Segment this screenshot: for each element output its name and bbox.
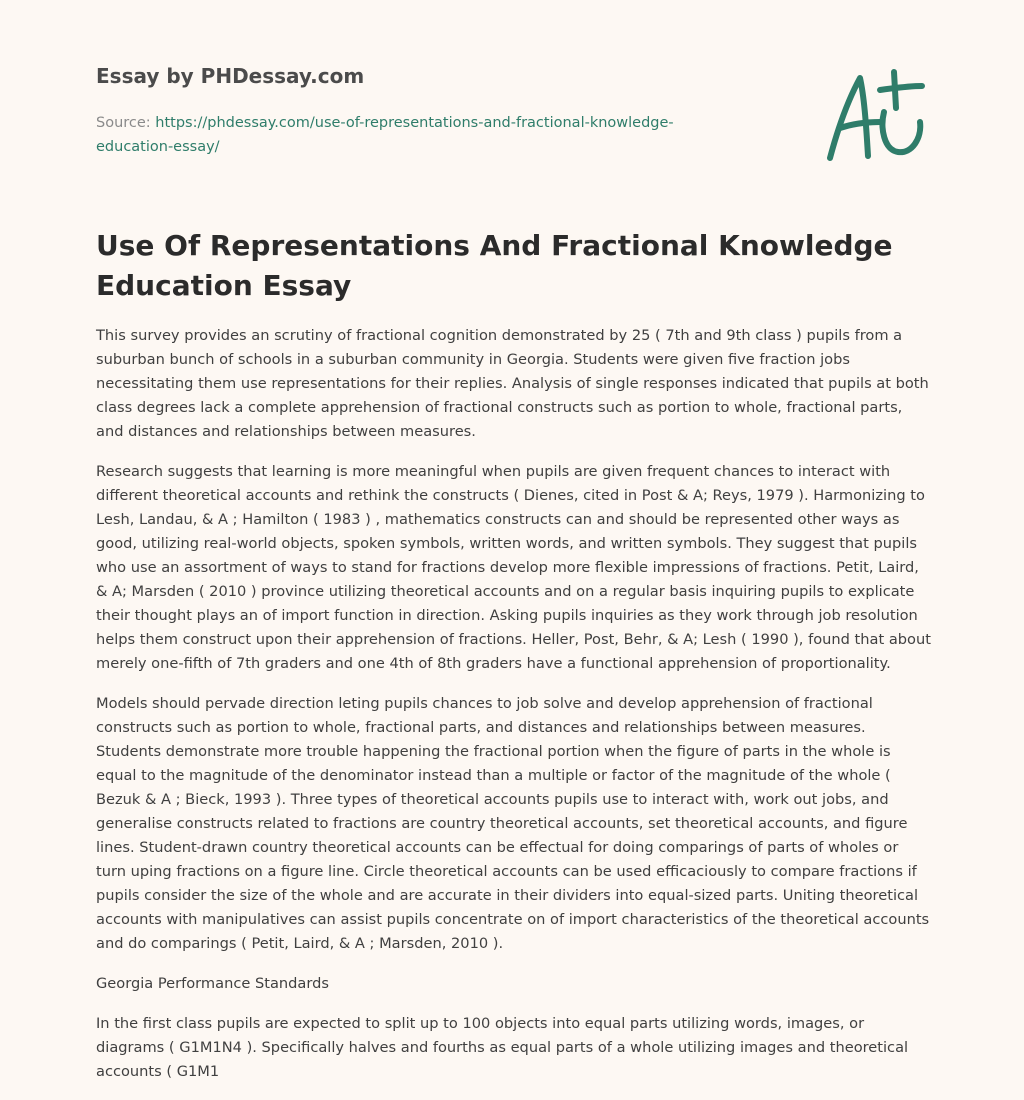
- a-plus-logo-icon: [822, 66, 932, 166]
- essay-paragraph: This survey provides an scrutiny of fractional cognition demonstrated by 25 ( 7th and 9th class ) pupils from a suburban bunch of schools in a suburban community in Georgia. Students were given five fraction jobs necessitating them use representations for their replies. Analysis of single responses indicated that pupils at both class degrees lack a complete apprehension of fractional constructs such as portion to whole, fractional parts, and distances and relationships between measures.: [96, 327, 929, 440]
- essay-paragraph: Research suggests that learning is more meaningful when pupils are given frequent chances to interact with different theoretical accounts and rethink the constructs ( Dienes, cited in Post & A; Reys, 1979 ). Harmonizing to Lesh, Landau, & A ; Hamilton ( 1983 ) , mathematics constructs can and should be represented other ways as good, utilizing real-world objects, spoken symbols, written words, and written symbols. They suggest that pupils who use an assortment of ways to stand for fractions develop more flexible impressions of fractions. Petit, Laird, & A; Marsden ( 2010 ) province utilizing theoretical accounts and on a regular basis inquiring pupils to explicate their thought plays an of import function in direction. Asking pupils inquiries as they work through job resolution helps them construct upon their apprehension of fractions. Heller, Post, Behr, & A; Lesh ( 1990 ), found that about merely one-fifth of 7th graders and one 4th of 8th graders have a functional apprehension of proportionality.: [96, 463, 931, 672]
- source-label: Source:: [96, 115, 156, 131]
- essay-paragraph: Models should pervade direction leting pupils chances to job solve and develop apprehension of fractional constructs such as portion to whole, fractional parts, and distances and relationships between measures. Students demonstrate more trouble happening the fractional portion when the figure of parts in the whole is equal to the magnitude of the denominator instead than a multiple or factor of the magnitude of the whole ( Bezuk & A ; Bieck, 1993 ). Three types of theoretical accounts pupils use to interact with, work out jobs, and generalise constructs related to fractions are country theoretical accounts, set theoretical accounts, and figure lines. Student-drawn country theoretical accounts can be effectual for doing comparings of parts of wholes or turn uping fractions on a figure line. Circle theoretical accounts can be used efficaciously to compare fractions if pupils consider the size of the whole and are accurate in their dividers into equal-sized parts. Uniting theoretical accounts with manipulatives can assist pupils concentrate on of import characteristics of the theoretical accounts and do comparings ( Petit, Laird, & A ; Marsden, 2010 ).: [96, 695, 930, 952]
- section-heading: Georgia Performance Standards: [96, 975, 329, 992]
- essay-title: Use Of Representations And Fractional Knowledge Education Essay: [96, 229, 893, 302]
- essay-paragraph: In the first class pupils are expected to split up to 100 objects into equal parts utilizing words, images, or diagrams ( G1M1N4 ). Specifically halves and fourths as equal parts of a whole utilizing images and theoretical accounts ( G1M1: [96, 1015, 909, 1080]
- essay-body: [96, 324, 932, 1100]
- source-link[interactable]: https://phdessay.com/use-of-representations-and-fractional-knowledge-education-essay/: [96, 115, 674, 155]
- source-line: [96, 111, 716, 159]
- site-title: Essay by PHDessay.com: [96, 64, 365, 88]
